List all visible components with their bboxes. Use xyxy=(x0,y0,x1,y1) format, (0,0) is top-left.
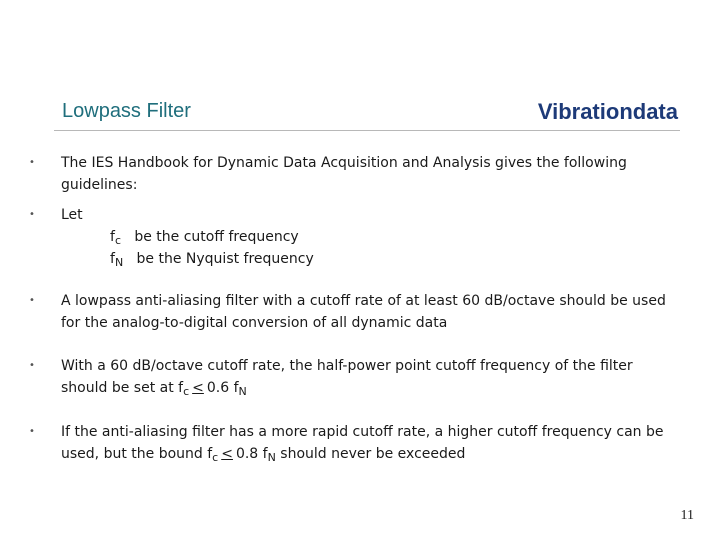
bullet-dot: • xyxy=(29,426,35,437)
bullet-item xyxy=(29,290,669,334)
subscript-n: N xyxy=(238,385,247,398)
definition-fc xyxy=(110,226,299,248)
symbol-f: f xyxy=(110,229,115,245)
definition-text: be the cutoff frequency xyxy=(134,229,299,245)
bullet-text: A lowpass anti-aliasing filter with a cutoff rate of at least 60 dB/octave should be used for the analog-to-digital conversion of all dynamic data xyxy=(61,293,666,331)
bullet-dot: • xyxy=(29,157,35,168)
definition-fn xyxy=(110,248,314,270)
slide-title: Lowpass Filter xyxy=(62,100,191,122)
bullet-item xyxy=(29,421,669,465)
bullet-dot: • xyxy=(29,360,35,371)
brand-logo-text: Vibrationdata xyxy=(537,99,678,124)
bullet-dot: • xyxy=(29,209,35,220)
bullet-text: Let xyxy=(61,207,83,223)
less-equal-sign: < xyxy=(221,446,233,462)
bullet-text: The IES Handbook for Dynamic Data Acquisition and Analysis gives the following guidelines: xyxy=(61,155,627,193)
bound-value: 0.8 f xyxy=(235,446,268,462)
symbol-f: f xyxy=(110,251,115,267)
bullet-item xyxy=(29,152,669,196)
bullet-text xyxy=(61,355,669,399)
subscript-c: c xyxy=(212,451,219,464)
subscript-c: c xyxy=(183,385,190,398)
bullet-text-pre: With a 60 dB/octave cutoff rate, the half-power point cutoff frequency of the filter should be set at f xyxy=(61,358,633,396)
subscript-n: N xyxy=(114,256,124,269)
bullet-text xyxy=(61,421,669,465)
bullet-text-pre: If the anti-aliasing filter has a more rapid cutoff rate, a higher cutoff frequency can be used, but the bound f xyxy=(61,424,664,462)
bullet-dot: • xyxy=(29,295,35,306)
page-number: 11 xyxy=(680,508,694,523)
title-divider xyxy=(54,130,680,131)
subscript-c: c xyxy=(114,234,121,247)
bullet-text-post: should never be exceeded xyxy=(280,446,466,462)
less-equal-sign: < xyxy=(192,380,204,396)
bound-value: 0.6 f xyxy=(206,380,239,396)
subscript-n: N xyxy=(267,451,276,464)
bullet-item xyxy=(29,355,669,399)
bullet-item xyxy=(29,204,669,226)
definition-text: be the Nyquist frequency xyxy=(136,251,314,267)
